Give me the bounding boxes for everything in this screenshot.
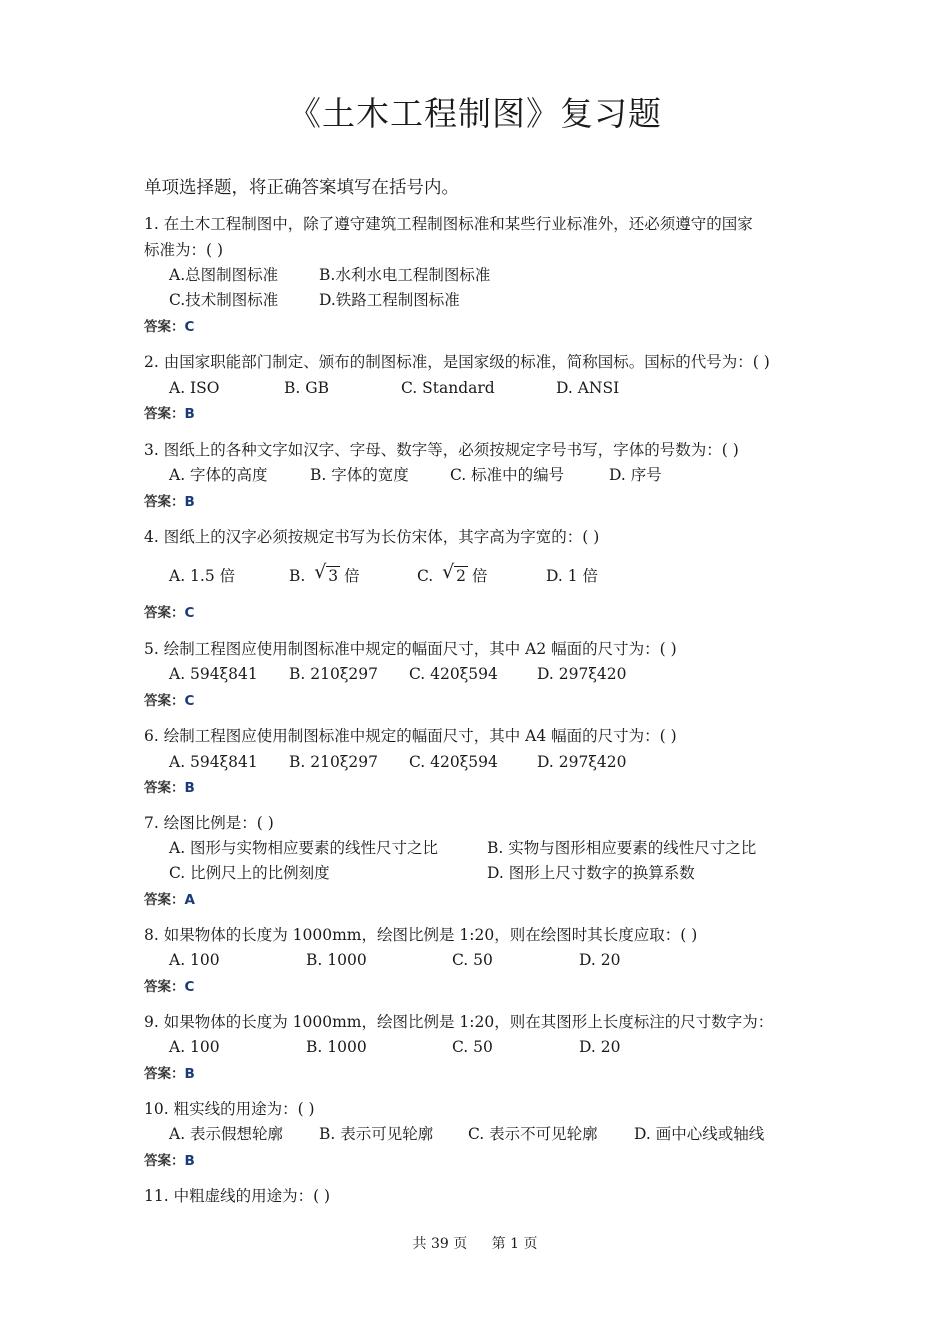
question-6-text: 6. 绘制工程图应使用制图标准中规定的幅面尺寸，其中 A4 幅面的尺寸为：( ) [144, 727, 677, 745]
answer-label: 答案： [144, 979, 185, 995]
option-c: C.技术制图标准 [169, 291, 279, 309]
option-a: A. 1.5 倍 [169, 567, 236, 585]
radical-sign-icon: √ [314, 561, 327, 583]
question-8-answer [144, 978, 194, 996]
question-8-text: 8. 如果物体的长度为 1000mm，绘图比例是 1:20，则在绘图时其长度应取：( ) [144, 926, 698, 944]
option-d: D. 20 [579, 1038, 621, 1056]
option-b: B. 字体的宽度 [310, 466, 409, 484]
question-6-answer [144, 779, 195, 797]
option-d: D. 画中心线或轴线 [634, 1125, 765, 1143]
option-d: D. 序号 [609, 466, 662, 484]
radical-sign-icon: √ [442, 561, 455, 583]
times-unit: 倍 [344, 567, 360, 585]
question-7-text: 7. 绘图比例是：( ) [144, 814, 274, 832]
option-c: C. 420ξ594 [409, 665, 498, 683]
option-a: A. 100 [169, 951, 220, 969]
answer-value: B [184, 494, 195, 510]
option-d: D. 297ξ420 [537, 665, 627, 683]
question-10-answer [144, 1152, 195, 1170]
question-3-text: 3. 图纸上的各种文字如汉字、字母、数字等，必须按规定字号书写，字体的号数为：( ) [144, 441, 739, 459]
answer-value: C [184, 693, 195, 709]
answer-label: 答案： [144, 1153, 185, 1169]
times-unit: 倍 [472, 567, 488, 585]
answer-value: B [184, 1066, 195, 1082]
option-a: A.总图制图标准 [169, 266, 279, 284]
question-1-text: 1. 在土木工程制图中，除了遵守建筑工程制图标准和某些行业标准外，还必须遵守的国家 [144, 215, 753, 233]
page-footer [0, 1233, 950, 1253]
option-a: A. 594ξ841 [169, 665, 258, 683]
question-9-answer [144, 1065, 195, 1083]
answer-value: C [184, 319, 195, 335]
total-pages: 共 39 页 [412, 1236, 468, 1252]
option-d: D. 297ξ420 [537, 753, 627, 771]
option-d: D. ANSI [556, 379, 620, 397]
question-1-answer [144, 318, 194, 336]
question-7-answer [144, 891, 195, 909]
option-b: B. 1000 [306, 1038, 367, 1056]
page-title: 《土木工程制图》复习题 [288, 94, 662, 133]
answer-label: 答案： [144, 1066, 185, 1082]
question-1-text-cont: 标准为：( ) [144, 241, 224, 259]
question-5-text: 5. 绘制工程图应使用制图标准中规定的幅面尺寸，其中 A2 幅面的尺寸为：( ) [144, 640, 677, 658]
option-b: B. 实物与图形相应要素的线性尺寸之比 [487, 839, 757, 857]
question-5-answer [144, 692, 194, 710]
instruction-text: 单项选择题，将正确答案填写在括号内。 [144, 178, 459, 198]
option-b [289, 561, 360, 586]
option-c: C. 表示不可见轮廓 [468, 1125, 598, 1143]
option-c-label: C. [417, 567, 434, 585]
sqrt-2-expression [442, 561, 468, 586]
answer-label: 答案： [144, 780, 185, 796]
option-c: C. 标准中的编号 [450, 466, 565, 484]
answer-value: C [184, 979, 195, 995]
answer-label: 答案： [144, 693, 185, 709]
option-d: D. 图形上尺寸数字的换算系数 [487, 864, 695, 882]
option-a: A. 表示假想轮廓 [169, 1125, 284, 1143]
option-c: C. Standard [401, 379, 495, 397]
question-2-answer [144, 405, 195, 423]
sqrt-radicand: 3 [328, 567, 339, 585]
option-b: B. 210ξ297 [289, 753, 378, 771]
sqrt-radicand: 2 [456, 567, 467, 585]
question-10-text: 10. 粗实线的用途为：( ) [144, 1100, 315, 1118]
option-a: A. 100 [169, 1038, 220, 1056]
option-d: D. 1 倍 [546, 567, 599, 585]
current-page: 第 1 页 [491, 1236, 538, 1252]
question-2-text: 2. 由国家职能部门制定、颁布的制图标准，是国家级的标准，简称国标。国标的代号为：( ) [144, 353, 770, 371]
answer-value: A [184, 892, 195, 908]
option-c [417, 561, 488, 586]
option-b: B. 1000 [306, 951, 367, 969]
answer-value: C [184, 605, 195, 621]
answer-label: 答案： [144, 605, 185, 621]
answer-value: B [184, 1153, 195, 1169]
answer-label: 答案： [144, 892, 185, 908]
option-a: A. 字体的高度 [169, 466, 268, 484]
answer-label: 答案： [144, 494, 185, 510]
answer-value: B [184, 780, 195, 796]
option-b: B. 表示可见轮廓 [319, 1125, 434, 1143]
answer-value: B [184, 406, 195, 422]
option-b: B. 210ξ297 [289, 665, 378, 683]
option-d: D.铁路工程制图标准 [319, 291, 460, 309]
option-c: C. 420ξ594 [409, 753, 498, 771]
option-d: D. 20 [579, 951, 621, 969]
option-a: A. 图形与实物相应要素的线性尺寸之比 [169, 839, 439, 857]
question-4-text: 4. 图纸上的汉字必须按规定书写为长仿宋体，其字高为字宽的：( ) [144, 528, 600, 546]
option-a: A. ISO [169, 379, 220, 397]
option-b: B.水利水电工程制图标准 [319, 266, 491, 284]
option-a: A. 594ξ841 [169, 753, 258, 771]
option-c: C. 50 [452, 951, 493, 969]
option-c: C. 50 [452, 1038, 493, 1056]
answer-label: 答案： [144, 319, 185, 335]
question-3-answer [144, 493, 195, 511]
option-b-label: B. [289, 567, 306, 585]
question-11-text: 11. 中粗虚线的用途为：( ) [144, 1187, 331, 1205]
answer-label: 答案： [144, 406, 185, 422]
sqrt-3-expression [314, 561, 340, 586]
option-b: B. GB [284, 379, 330, 397]
option-c: C. 比例尺上的比例刻度 [169, 864, 330, 882]
question-9-text: 9. 如果物体的长度为 1000mm，绘图比例是 1:20，则在其图形上长度标注的尺寸数字为： [144, 1013, 774, 1031]
question-4-answer [144, 604, 194, 622]
